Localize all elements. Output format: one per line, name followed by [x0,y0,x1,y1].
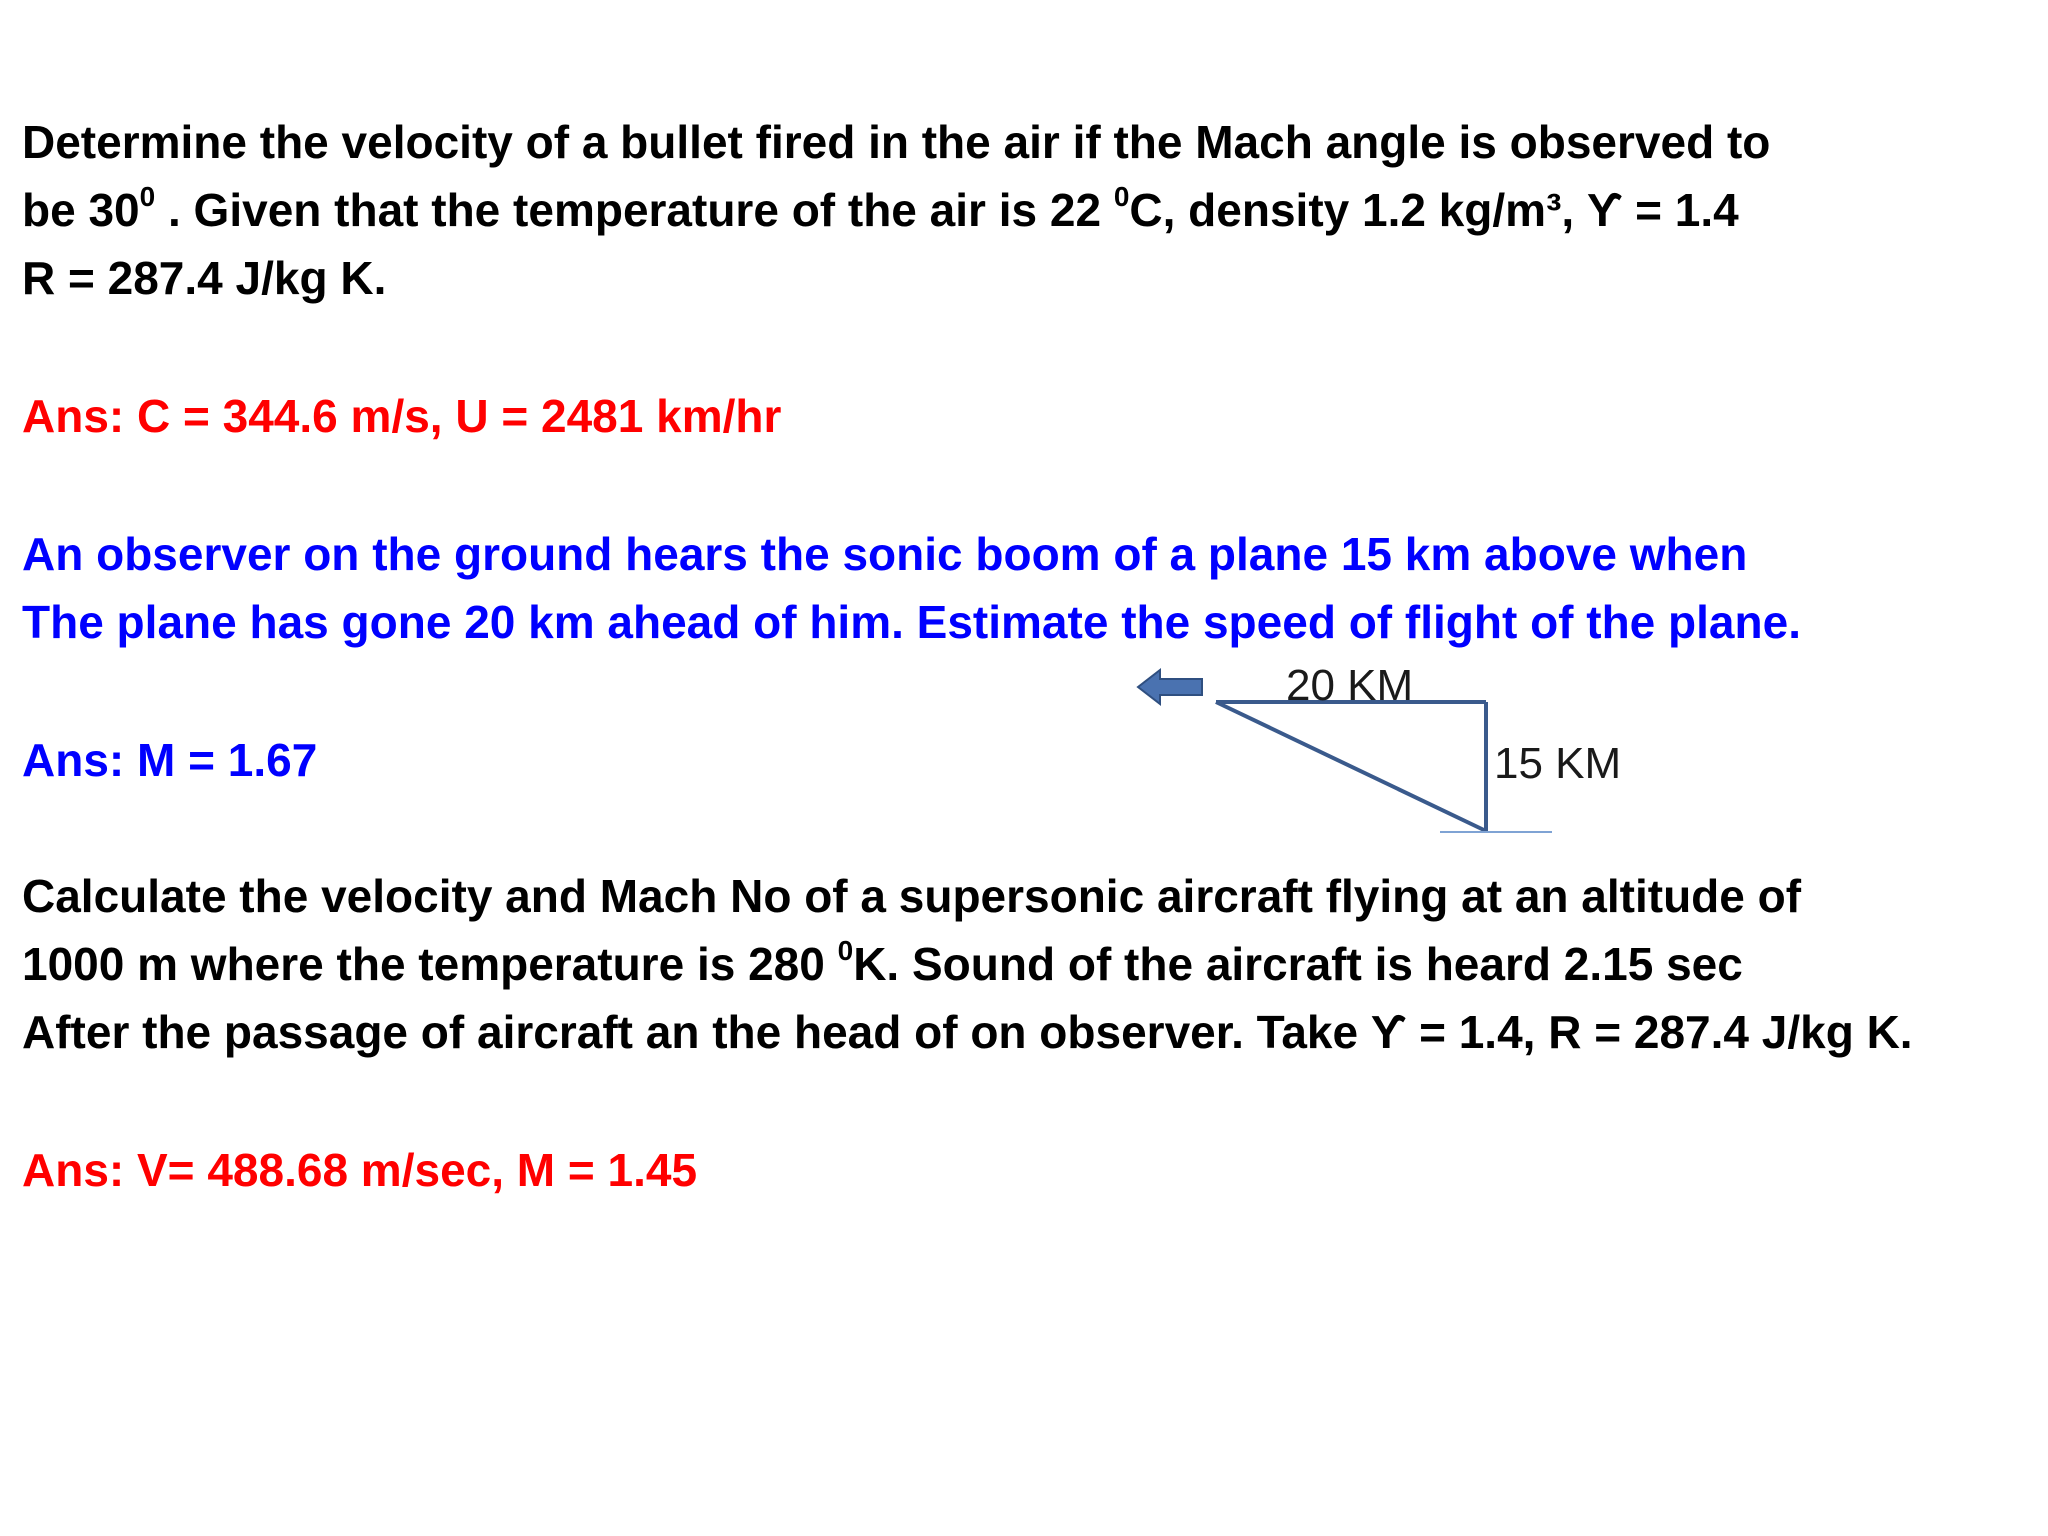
sound-path-line [1216,702,1486,831]
problem3-question-line2 [22,930,1913,998]
problem1-question-line1: Determine the velocity of a bullet fired in the air if the Mach angle is observed to [22,116,1771,168]
problem2-answer: Ans: M = 1.67 [22,734,318,786]
problem1-line2-part1: be 30 [22,184,140,236]
left-arrow-icon [1138,670,1202,704]
problem1-line2-part3: C, density 1.2 kg/m³, ϒ = 1.4 [1129,184,1739,236]
degree-superscript: 0 [1113,180,1130,212]
problem1-answer: Ans: C = 344.6 m/s, U = 2481 km/hr [22,390,782,442]
problem1-question-line3: R = 287.4 J/kg K. [22,252,387,304]
problem3-answer: Ans: V= 488.68 m/sec, M = 1.45 [22,1144,698,1196]
problem2-question [22,520,1801,656]
problem3-question [22,862,1913,1066]
degree-superscript: 0 [139,180,156,212]
sonic-boom-diagram [1120,650,1680,850]
degree-superscript: 0 [837,934,854,966]
problem3-question-line3: After the passage of aircraft an the head of on observer. Take ϒ = 1.4, R = 287.4 J/kg K. [22,1006,1913,1058]
problem3-line2-part2: K. Sound of the aircraft is heard 2.15 sec [853,938,1743,990]
problem1-question [22,108,1770,312]
problem1-question-line2 [22,176,1770,244]
vertical-altitude-label: 15 KM [1494,739,1622,788]
problem3-question-line1: Calculate the velocity and Mach No of a supersonic aircraft flying at an altitude of [22,870,1802,922]
problem2-question-line2: The plane has gone 20 km ahead of him. Estimate the speed of flight of the plane. [22,596,1801,648]
horizontal-distance-label: 20 KM [1286,661,1414,710]
problem3-line2-part1: 1000 m where the temperature is 280 [22,938,838,990]
problem2-question-line1: An observer on the ground hears the sonic boom of a plane 15 km above when [22,528,1748,580]
problem1-line2-part2: . Given that the temperature of the air is 22 [155,184,1114,236]
